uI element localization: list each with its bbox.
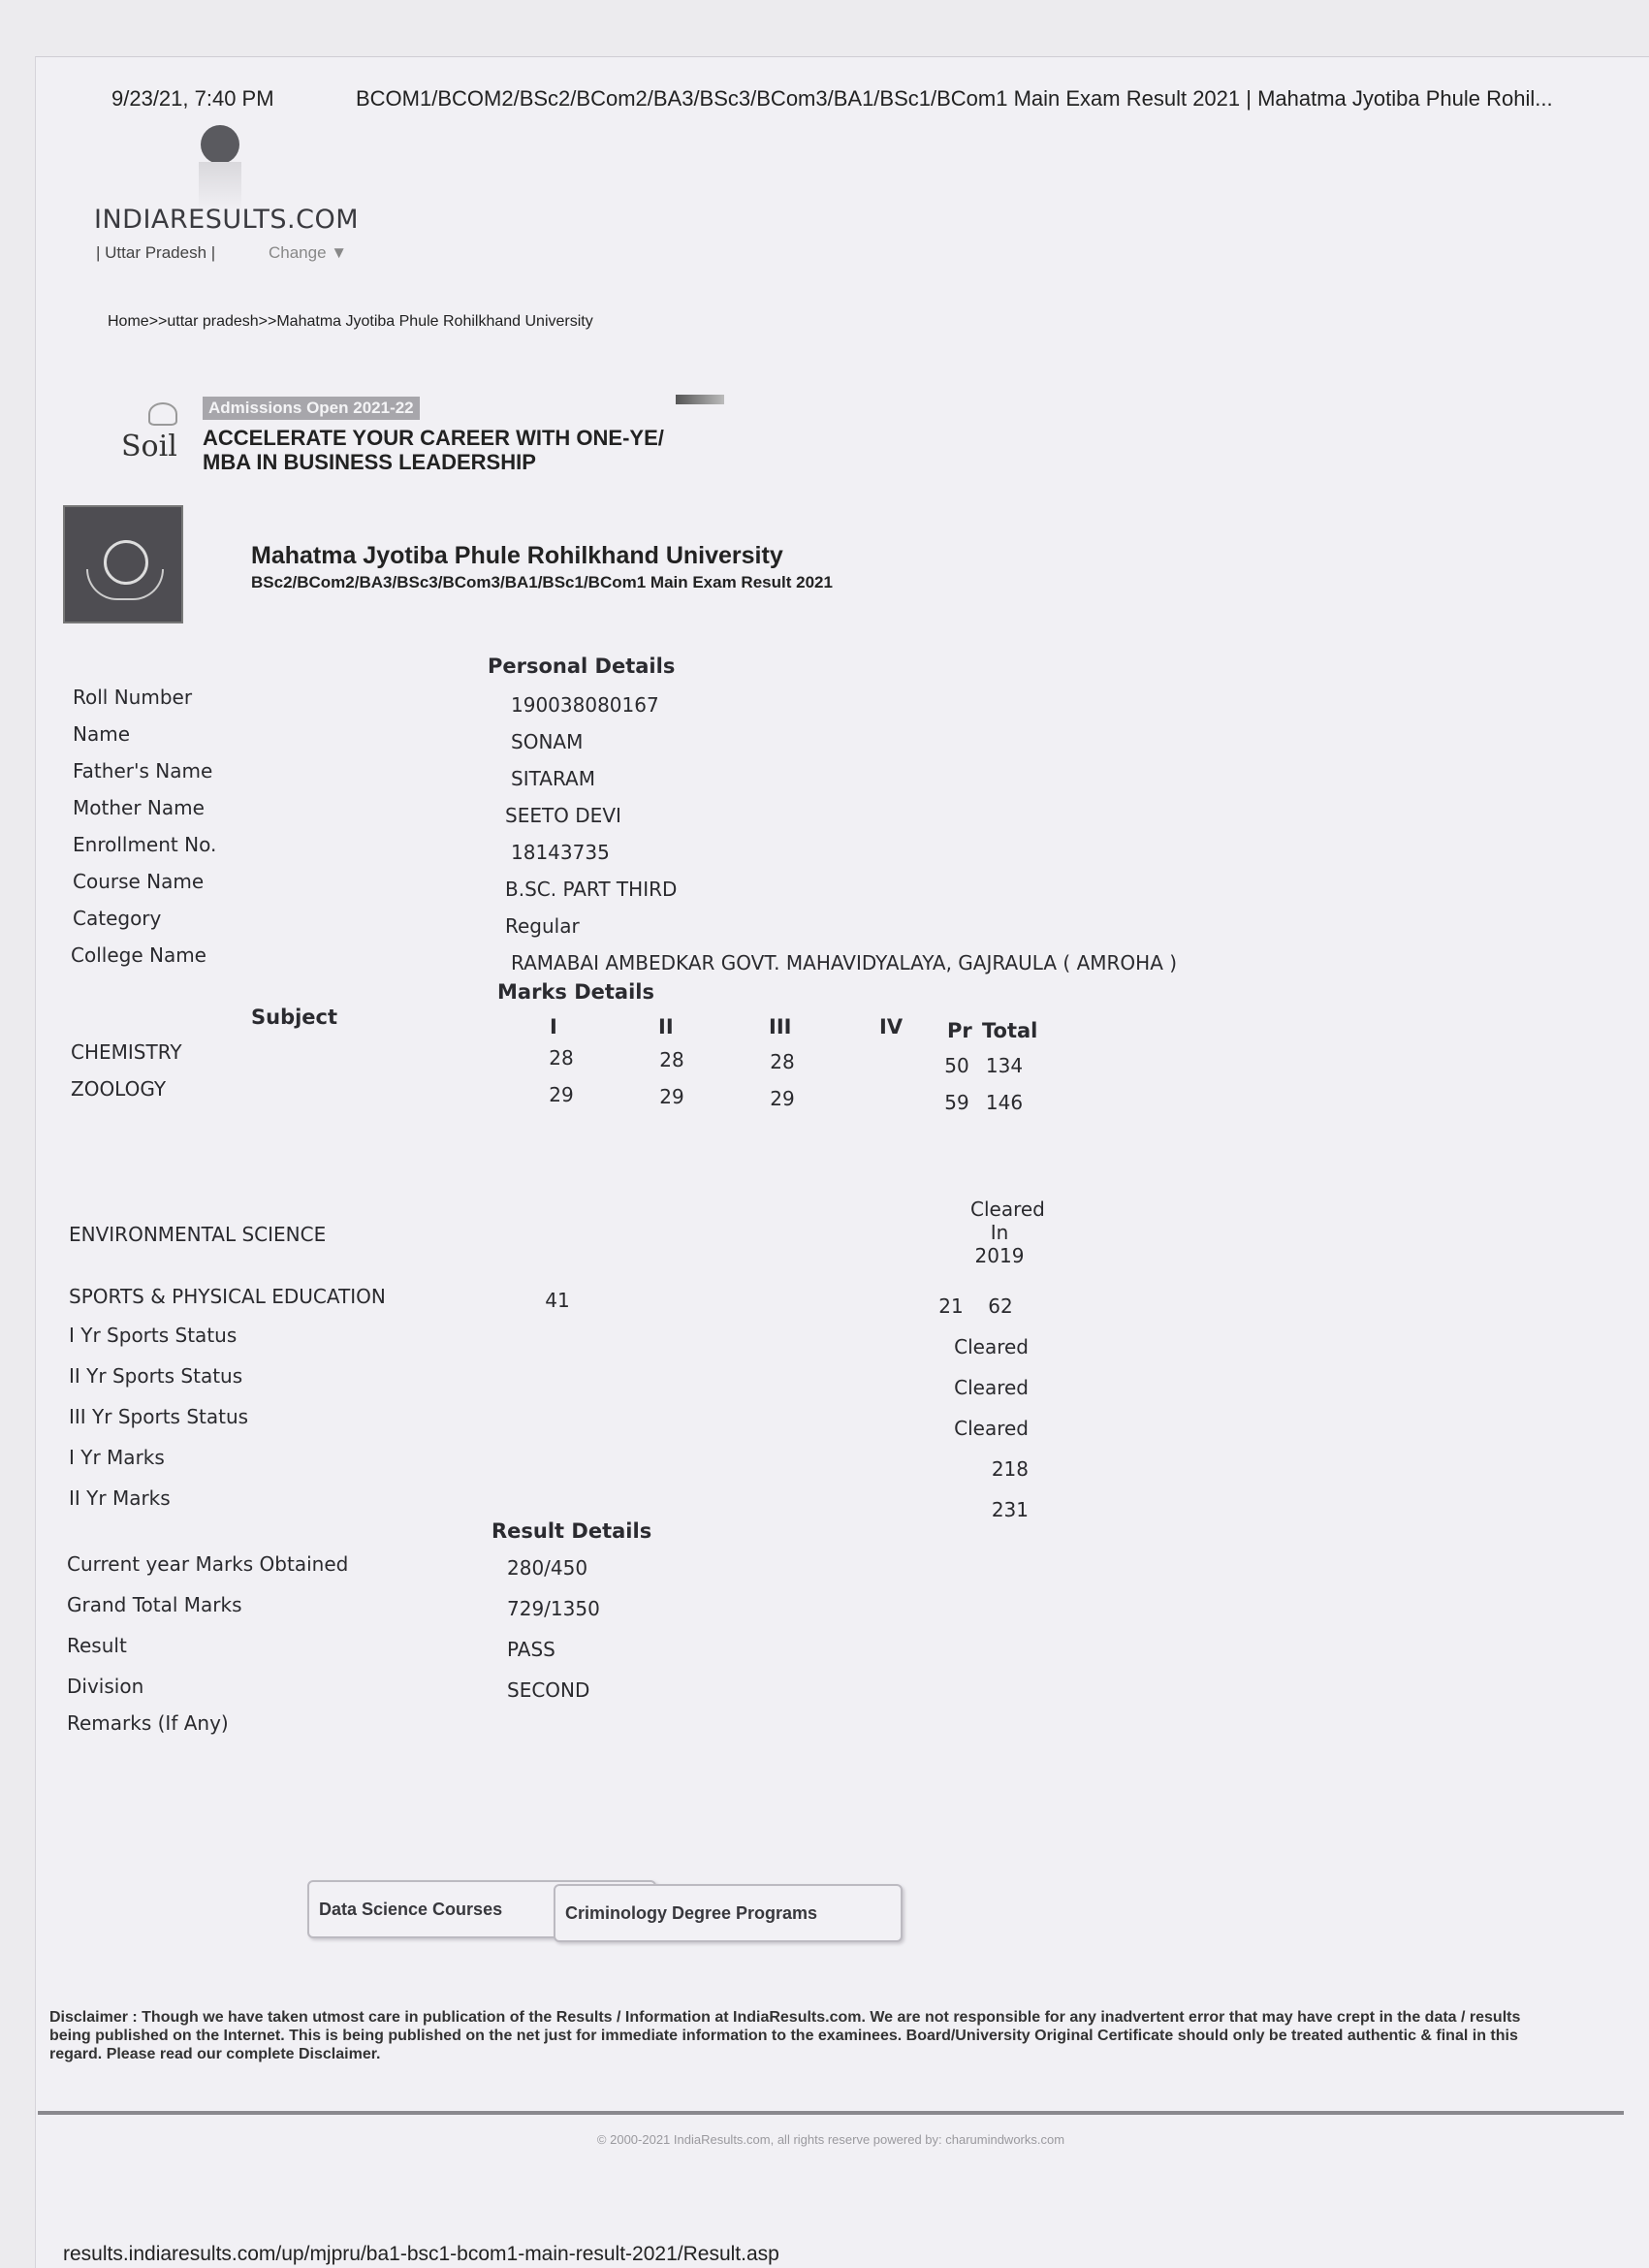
- mark-pr: 59: [944, 1091, 969, 1114]
- extra-row-label: I Yr Marks: [69, 1446, 165, 1469]
- mark-ii: 29: [659, 1085, 684, 1108]
- grand-total-value: 729/1350: [507, 1597, 600, 1620]
- copyright: © 2000-2021 IndiaResults.com, all rights reserve powered by: charumindworks.com: [596, 2132, 1065, 2147]
- env-status-line-2: In: [990, 1221, 1009, 1244]
- ad-choices-icon[interactable]: [676, 395, 724, 404]
- extra-row-value: Cleared: [954, 1417, 1029, 1440]
- mark-pr: 50: [944, 1054, 969, 1077]
- disclaimer-link[interactable]: Disclaimer.: [299, 2046, 381, 2062]
- name-value: SONAM: [511, 730, 584, 753]
- state-label: | Uttar Pradesh |: [96, 243, 216, 262]
- disclaimer: [49, 2008, 1562, 2063]
- mark-i: 41: [545, 1289, 570, 1312]
- grand-total-label: Grand Total Marks: [67, 1593, 242, 1616]
- division-value: SECOND: [507, 1678, 590, 1702]
- name-label: Name: [73, 722, 131, 746]
- footer-divider: [38, 2111, 1624, 2115]
- enrollment-label: Enrollment No.: [73, 833, 217, 856]
- university-emblem: [63, 505, 183, 623]
- current-marks-value: 280/450: [507, 1556, 588, 1580]
- mark-i: 29: [549, 1083, 574, 1106]
- print-url: results.indiaresults.com/up/mjpru/ba1-bsc1-bcom1-main-result-2021/Result.asp: [63, 2243, 779, 2265]
- extra-row-value: 218: [991, 1457, 1029, 1481]
- university-name: Mahatma Jyotiba Phule Rohilkhand University: [251, 542, 783, 569]
- lotus-icon: [148, 402, 177, 426]
- extra-row-value: 231: [991, 1498, 1029, 1521]
- result-value: PASS: [507, 1638, 555, 1661]
- print-datetime: 9/23/21, 7:40 PM: [111, 86, 274, 111]
- mother-name-value: SEETO DEVI: [505, 804, 621, 827]
- ad-brand-logo[interactable]: [111, 397, 208, 484]
- father-name-value: SITARAM: [511, 767, 595, 790]
- mark-pr: 21: [938, 1294, 964, 1318]
- breadcrumb-separator: >>: [258, 313, 277, 330]
- breadcrumb-separator: >>: [148, 313, 168, 330]
- result-details-heading: Result Details: [492, 1519, 652, 1543]
- extra-row-label: II Yr Marks: [69, 1486, 171, 1510]
- breadcrumb-home[interactable]: Home: [108, 313, 149, 330]
- site-logo-icon: [201, 125, 239, 164]
- col-i: I: [550, 1015, 557, 1038]
- category-value: Regular: [505, 914, 580, 938]
- result-label: Result: [67, 1634, 127, 1657]
- course-name-value: B.SC. PART THIRD: [505, 878, 678, 901]
- mark-total: 134: [985, 1054, 1024, 1077]
- mother-name-label: Mother Name: [73, 796, 205, 819]
- exam-title: BSc2/BCom2/BA3/BSc3/BCom3/BA1/BSc1/BCom1 Main Exam Result 2021: [251, 573, 833, 591]
- subject-name: CHEMISTRY: [71, 1040, 182, 1064]
- roll-number-value: 190038080167: [511, 693, 659, 717]
- father-name-label: Father's Name: [73, 759, 213, 783]
- subject-name: ZOOLOGY: [71, 1077, 167, 1101]
- marks-details-heading: Marks Details: [497, 980, 654, 1004]
- mark-total: 146: [985, 1091, 1024, 1114]
- site-logo-link[interactable]: INDIARESULTS.COM: [94, 205, 360, 235]
- breadcrumb: [108, 313, 593, 331]
- breadcrumb-state[interactable]: uttar pradesh: [167, 313, 259, 330]
- division-label: Division: [67, 1675, 144, 1698]
- print-page-title: BCOM1/BCOM2/BSc2/BCom2/BA3/BSc3/BCom3/BA1/BSc1/BCom1 Main Exam Result 2021 | Mahatma Jyotiba Phule Rohil...: [356, 86, 1553, 111]
- ad-headline-2[interactable]: MBA IN BUSINESS LEADERSHIP: [203, 450, 536, 474]
- personal-details-heading: Personal Details: [488, 655, 676, 678]
- mark-iii: 29: [770, 1087, 795, 1110]
- extra-row-value: Cleared: [954, 1335, 1029, 1358]
- course-name-label: Course Name: [73, 870, 205, 893]
- env-status-line-3: 2019: [974, 1244, 1025, 1267]
- mark-iii: 28: [770, 1050, 795, 1073]
- disclaimer-text: Disclaimer : Though we have taken utmost care in publication of the Results / Information at IndiaResults.com. We are not responsible for any inadvertent error that may have crept in the data / results being published on the Internet. This is being published on the net just for immediate information to the examinees. Board/University Original Certificate should only be treated authentic & final in this regard. Please read our complete: [49, 2009, 1521, 2062]
- roll-number-label: Roll Number: [73, 686, 193, 709]
- env-status-line-1: Cleared: [970, 1198, 1045, 1221]
- ad-admissions-badge: Admissions Open 2021-22: [203, 397, 420, 420]
- extra-row-label: III Yr Sports Status: [69, 1405, 249, 1428]
- ad-brand-name: Soil: [121, 430, 177, 463]
- extra-row-value: Cleared: [954, 1376, 1029, 1399]
- category-label: Category: [73, 907, 162, 930]
- col-total: Total: [982, 1019, 1038, 1042]
- ad-headline-1[interactable]: ACCELERATE YOUR CAREER WITH ONE-YE/: [203, 426, 664, 450]
- breadcrumb-university[interactable]: Mahatma Jyotiba Phule Rohilkhand University: [276, 313, 593, 330]
- college-name-value: RAMABAI AMBEDKAR GOVT. MAHAVIDYALAYA, GAJRAULA ( AMROHA ): [511, 951, 1178, 974]
- extra-row-label: II Yr Sports Status: [69, 1364, 243, 1388]
- subject-name: SPORTS & PHYSICAL EDUCATION: [69, 1285, 386, 1308]
- mark-i: 28: [549, 1046, 574, 1070]
- remarks-label: Remarks (If Any): [67, 1711, 229, 1735]
- printed-page: [35, 56, 1649, 2268]
- col-iv: IV: [879, 1015, 904, 1038]
- extra-row-label: I Yr Sports Status: [69, 1324, 238, 1347]
- mark-ii: 28: [659, 1048, 684, 1071]
- hands-icon: [86, 569, 164, 600]
- mark-total: 62: [988, 1294, 1013, 1318]
- ad-link-data-science[interactable]: Data Science Courses: [307, 1880, 656, 1938]
- col-ii: II: [658, 1015, 674, 1038]
- col-iii: III: [769, 1015, 792, 1038]
- subject-name: ENVIRONMENTAL SCIENCE: [69, 1223, 327, 1246]
- col-pr: Pr: [947, 1019, 972, 1042]
- change-state-button[interactable]: Change ▼: [269, 243, 348, 262]
- col-subject: Subject: [251, 1006, 338, 1029]
- site-logo-shadow-icon: [199, 162, 241, 210]
- college-name-label: College Name: [71, 943, 206, 967]
- enrollment-value: 18143735: [511, 841, 610, 864]
- ad-link-criminology[interactable]: Criminology Degree Programs: [554, 1884, 903, 1942]
- current-marks-label: Current year Marks Obtained: [67, 1552, 349, 1576]
